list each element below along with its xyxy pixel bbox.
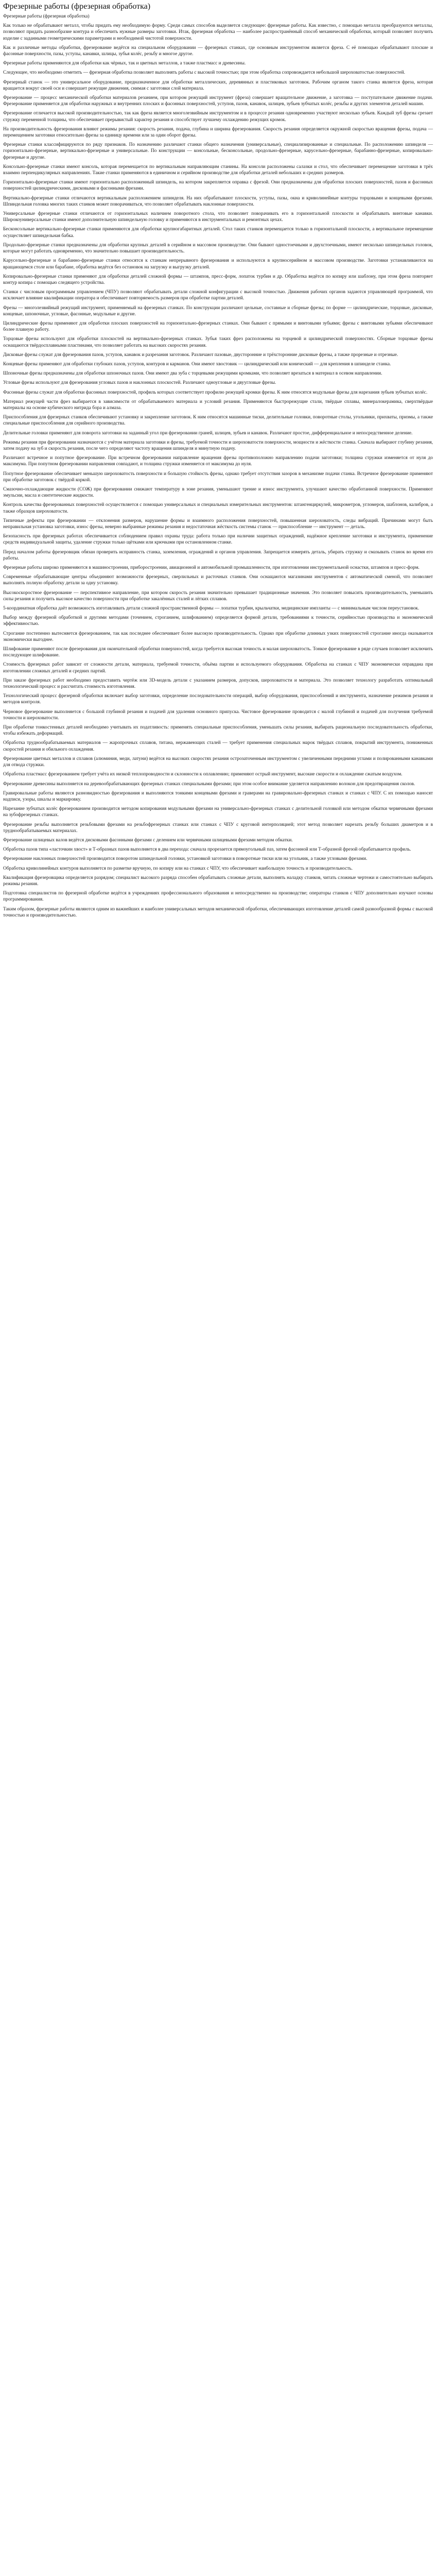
paragraph: Смазочно-охлаждающие жидкости (СОЖ) при фрезеровании снижают температуру в зоне резания, уменьшают трение и износ инструмента, улучшают качество обработанной поверхности. Применяют эмульсии, масла и синтетические жидкости.: [3, 486, 433, 499]
paragraph: Фрезерные работы (фрезерная обработка): [3, 14, 90, 19]
paragraph: Материал режущей части фрез выбирается в зависимости от обрабатываемого материала и условий резания. Применяются быстрорежущие стали, твёрдые сплавы, минералокерамика, сверхтвёрдые материалы на основе кубического нитрида бора и алмаза.: [3, 399, 433, 411]
paragraph: Таким образом, фрезерные работы являются одним из важнейших и наиболее универсальных методов механической обработки, обеспечивающих изготовление деталей самой разнообразной формы с высокой точностью и производительностью.: [3, 906, 433, 918]
paragraph: Фрезы — многолезвийный режущий инструмент, применяемый на фрезерных станках. По конструкции различают цельные, составные и сборные фрезы; по форме — цилиндрические, торцовые, дисковые, концевые, шпоночные, угловые, фасонные, модульные и другие.: [3, 305, 433, 317]
paragraph: 5-координатная обработка даёт возможность изготавливать детали сложной пространственной формы — лопатки турбин, крыльчатки, медицинские импланты — с минимальным числом переустановок.: [3, 606, 420, 612]
paragraph: Обработка пазов типа «ласточкин хвост» и Т-образных пазов выполняется в два перехода: сначала прорезается прямоугольный паз, затем фасонной или Т-образной фрезой обрабатывается профиль.: [3, 847, 411, 853]
paragraph: Копировально-фрезерные станки применяют для обработки деталей сложной формы — штампов, пресс-форм, лопаток турбин и др. Обработка ведётся по копиру или шаблону, при этом фреза повторяет контур копира с помощью следящего устройства.: [3, 274, 433, 285]
paragraph: Фасонные фрезы служат для обработки фасонных поверхностей, профиль которых соответствует профилю режущей кромки фрезы. К ним относятся модульные фрезы для нарезания зубьев зубчатых колёс.: [3, 389, 428, 395]
paragraph: Как и различные методы обработки, фрезерование ведётся на специальном оборудовании — фрезерных станках, где основным инструментом является фреза. С её помощью обрабатывают плоские и фасонные поверхности, пазы, уступы, канавки, шлицы, зубья колёс, резьбу и многое другое.: [3, 45, 433, 57]
paragraph: Следующее, что необходимо отметить — фрезерная обработка позволяет выполнять работы с высокой точностью; при этом обработка сопровождается небольшой шероховатостью поверхностей.: [3, 70, 405, 76]
paragraph: Угловые фрезы используют для фрезерования угловых пазов и наклонных плоскостей. Различают одноугловые и двуугловые фрезы.: [3, 380, 276, 386]
paragraph: Фрезерование цветных металлов и сплавов (алюминия, меди, латуни) ведётся на высоких скоростях резания острозаточенным инструментом с увеличенными передними углами и полированными канавками для отвода стружки.: [3, 756, 433, 768]
paragraph: Фрезерование отличается высокой производительностью, так как фреза является многолезвийным инструментом и в процессе резания одновременно участвуют несколько зубьев. Каждый зуб фрезы срезает стружку переменной толщины, что обеспечивает прерывистый характер резания и способствует лучшему охлаждению режущих кромок.: [3, 111, 433, 123]
paragraph: Режимы резания при фрезеровании назначаются с учётом материала заготовки и фрезы, требуемой точности и шероховатости поверхности, мощности и жёсткости станка. Сначала выбирают глубину резания, затем подачу на зуб и скорость резания, после чего определяют частоту вращения шпинделя и минутную подачу.: [3, 439, 433, 451]
paragraph: Продольно-фрезерные станки предназначены для обработки крупных деталей в серийном и массовом производстве. Они бывают одностоечными и двухстоечными, имеют несколько шпиндельных головок, которые могут работать одновременно, что значительно повышает производительность.: [3, 242, 433, 255]
paragraph: При обработке тонкостенных деталей необходимо учитывать их податливость: применять специальные приспособления, уменьшать силы резания, выбирать рациональную последовательность обработки, чтобы избежать деформаций.: [3, 725, 433, 737]
paragraph: Современные обрабатывающие центры объединяют возможности фрезерных, сверлильных и расточных станков. Они оснащаются магазинами инструментов с автоматической сменой, что позволяет выполнять полную обработку детали за одну установку.: [3, 574, 433, 586]
document-title: Фрезерные работы (фрезерная обработка): [3, 2, 151, 11]
paragraph: Безопасность при фрезерных работах обеспечивается соблюдением правил охраны труда: работа только при наличии защитных ограждений, надёжное крепление заготовки и инструмента, применение средств индивидуальной защиты, удаление стружки только щётками или крючками при остановленном станке.: [3, 534, 433, 546]
paragraph: Фрезерные работы широко применяются в машиностроении, приборостроении, авиационной и автомобильной промышленности, при изготовлении инструментальной оснастки, штампов и пресс-форм.: [3, 565, 420, 571]
paragraph: Обработка труднообрабатываемых материалов — жаропрочных сплавов, титана, нержавеющих сталей — требует применения специальных марок твёрдых сплавов, покрытий инструмента, пониженных скоростей резания и обильного охлаждения.: [3, 740, 433, 752]
paragraph: Перед началом работы фрезеровщик обязан проверить исправность станка, заземления, ограждений и органов управления. Запрещается измерять деталь, убирать стружку и смазывать станок во время его работы.: [3, 549, 433, 561]
paragraph: Строгание постепенно вытесняется фрезерованием, так как последнее обеспечивает более высокую производительность. Однако при обработке длинных узких поверхностей строгание иногда оказывается экономически выгоднее.: [3, 631, 433, 642]
paragraph: Высокоскоростное фрезерование — перспективное направление, при котором скорость резания значительно превышает традиционные значения. Это позволяет повысить производительность, уменьшить силы резания и получить высокое качество поверхности при обработке закалённых сталей и лёгких сплавов.: [3, 590, 433, 602]
paragraph: Вертикально-фрезерные станки отличаются вертикальным расположением шпинделя. На них обрабатывают плоскости, уступы, пазы, окна и криволинейные контуры торцовыми и концевыми фрезами. Шпиндельная головка многих таких станков может поворачиваться, что позволяет обрабатывать наклонные поверхности.: [3, 195, 433, 207]
paragraph: Консольно-фрезерные станки имеют консоль, которая перемещается по вертикальным направляющим станины. На консоли расположены салазки и стол, что обеспечивает перемещение заготовки в трёх взаимно перпендикулярных направлениях. Такие станки применяются в единичном и серийном производстве для обработки деталей небольших и средних размеров.: [3, 164, 433, 176]
paragraph: Торцовые фрезы используют для обработки плоскостей на вертикально-фрезерных станках. Зубья таких фрез расположены на торцевой и цилиндрической поверхностях. Сборные торцовые фрезы оснащаются твёрдосплавными пластинами, что позволяет работать на высоких скоростях резания.: [3, 336, 433, 348]
paragraph: Шлифование применяют после фрезерования для окончательной обработки поверхностей, когда требуется высокая точность и малая шероховатость. Тонкое фрезерование в ряде случаев позволяет исключить последующее шлифование.: [3, 647, 433, 658]
paragraph: Гравировальные работы являются разновидностью фрезерования и выполняются тонкими концевыми фрезами и граверами на гравировально-фрезерных станках и станках с ЧПУ. С их помощью наносят надписи, узоры, шкалы и маркировку.: [3, 790, 433, 802]
paragraph: Технологический процесс фрезерной обработки включает выбор заготовки, определение последовательности операций, выбор оборудования, приспособлений и инструмента, назначение режимов резания и методов контроля.: [3, 693, 433, 705]
paragraph: Черновое фрезерование выполняется с большой глубиной резания и подачей для удаления основного припуска. Чистовое фрезерование проводится с малой глубиной и подачей для получения требуемой точности и шероховатости.: [3, 709, 433, 721]
paragraph: Цилиндрические фрезы применяют для обработки плоских поверхностей на горизонтально-фрезерных станках. Они бывают с прямыми и винтовыми зубьями; фрезы с винтовыми зубьями обеспечивают более плавную работу.: [3, 320, 433, 333]
paragraph: Делительные головки применяют для поворота заготовки на заданный угол при фрезеровании граней, шлицев, зубьев и канавок. Различают простое, дифференциальное и непосредственное деление.: [3, 430, 413, 436]
paragraph: Обработка пластмасс фрезерованием требует учёта их низкой теплопроводности и склонности к оплавлению; применяют острый инструмент, высокие скорости и охлаждение сжатым воздухом.: [3, 772, 403, 777]
paragraph: Универсальные фрезерные станки отличаются от горизонтальных наличием поворотного стола, что позволяет поворачивать его в горизонтальной плоскости и обрабатывать винтовые канавки. Широкоуниверсальные станки имеют дополнительную шпиндельную головку и применяются в инструментальных и ремонтных цехах.: [3, 211, 433, 223]
paragraph: Фрезерование древесины выполняется на деревообрабатывающих фрезерных станках специальными фрезами; при этом особое внимание уделяется направлению волокон для предотвращения сколов.: [3, 781, 415, 787]
paragraph: Обработка криволинейных контуров выполняется по разметке вручную, по копиру или на станках с ЧПУ, что обеспечивает наибольшую точность и производительность.: [3, 866, 353, 871]
paragraph: Фрезерование резьбы выполняется резьбовыми фрезами на резьбофрезерных станках или станках с ЧПУ с круговой интерполяцией; этот метод позволяет нарезать резьбу больших диаметров и в труднообрабатываемых материалах.: [3, 822, 433, 834]
paragraph: Различают встречное и попутное фрезерование. При встречном фрезеровании направление вращения фрезы противоположно направлению подачи заготовки; толщина стружки изменяется от нуля до максимума. При попутном фрезеровании направления совпадают, и толщина стружки изменяется от максимума до нуля.: [3, 455, 433, 467]
paragraph: Попутное фрезерование обеспечивает меньшую шероховатость поверхности и большую стойкость фрезы, однако требует отсутствия зазоров в механизме подачи станка. Встречное фрезерование применяют при обработке заготовок с твёрдой коркой.: [3, 471, 433, 483]
paragraph: Фрезерование — процесс механической обработки материалов резанием, при котором режущий инструмент (фреза) совершает вращательное движение, а заготовка — поступательное движение подачи. Фрезерование применяется для обработки наружных и внутренних плоских и фасонных поверхностей, уступов, пазов, канавок, шлицев, зубьев зубчатых колёс, резьбы и других элементов деталей машин.: [3, 95, 433, 107]
document-body: [3, 13, 433, 919]
paragraph: При заказе фрезерных работ необходимо предоставить чертёж или 3D-модель детали с указанием размеров, допусков, шероховатости и материала. Это позволяет технологу разработать оптимальный технологический процесс и рассчитать стоимость изготовления.: [3, 677, 433, 690]
paragraph: Фрезерные работы применяются для обработки как чёрных, так и цветных металлов, а также пластмасс и древесины.: [3, 61, 246, 66]
paragraph: Приспособления для фрезерных станков обеспечивают установку и закрепление заготовок. К ним относятся машинные тиски, делительные головки, поворотные столы, угольники, прихваты, призмы, а также специальные приспособления для серийного производства.: [3, 415, 433, 427]
paragraph: Подготовка специалистов по фрезерной обработке ведётся в учреждениях профессионального образования и непосредственно на производстве; операторы станков с ЧПУ дополнительно изучают основы программирования.: [3, 891, 433, 903]
paragraph: Концевые фрезы применяют для обработки глубоких пазов, уступов, контуров и карманов. Они имеют хвостовик — цилиндрический или конический — для крепления в шпинделе станка.: [3, 361, 391, 367]
paragraph: Станки с числовым программным управлением (ЧПУ) позволяют обрабатывать детали сложной конфигурации с высокой точностью. Движения рабочих органов задаются управляющей программой, что исключает влияние квалификации оператора и обеспечивает повторяемость размеров при обработке партии деталей.: [3, 290, 433, 301]
paragraph: Карусельно-фрезерные и барабанно-фрезерные станки относятся к станкам непрерывного фрезерования и используются в крупносерийном и массовом производстве. Заготовки устанавливаются на вращающемся столе или барабане, обработка ведётся без остановок на загрузку и выгрузку деталей.: [3, 258, 433, 270]
paragraph: Как только не обрабатывают металл, чтобы придать ему необходимую форму. Среди самых способов выделяется следующее: фрезерные работы. Как известно, с помощью металла преобразуются металлы, позволяют придать разнообразие контура и обеспечить нужные размеры заготовки. Итак, фрезерная обработка — наиболее распространённый способ механической обработки, который позволяет получить изделие с заданными геометрическими параметрами и необходимой чистотой поверхности.: [3, 23, 433, 41]
paragraph: Стоимость фрезерных работ зависит от сложности детали, материала, требуемой точности, объёма партии и используемого оборудования. Обработка на станках с ЧПУ экономически оправдана при изготовлении сложных деталей и средних партий.: [3, 662, 433, 674]
paragraph: Фрезерование шлицевых валов ведётся дисковыми фасонными фрезами с делением или червячными шлицевыми фрезами методом обкатки.: [3, 837, 293, 843]
paragraph: Фрезерование наклонных поверхностей производится поворотом шпиндельной головки, установкой заготовки в поворотные тиски или на угольник, а также угловыми фрезами.: [3, 856, 368, 862]
paragraph: Выбор между фрезерной обработкой и другими методами (точением, строганием, шлифованием) определяется формой детали, требованиями к точности, серийностью производства и экономической эффективностью.: [3, 615, 433, 627]
paragraph: Типичные дефекты при фрезеровании — отклонения размеров, нарушение формы и взаимного расположения поверхностей, повышенная шероховатость, следы вибраций. Причинами могут быть неправильная установка заготовки, износ фрезы, неверно выбранные режимы резания и недостаточная жёсткость системы станок — приспособление — инструмент — деталь.: [3, 518, 433, 530]
paragraph: Шпоночные фрезы предназначены для обработки шпоночных пазов. Они имеют два зуба с торцевыми режущими кромками, что позволяет врезаться в материал в осевом направлении.: [3, 371, 382, 377]
paragraph: Бесконсольные вертикально-фрезерные станки применяются для обработки крупногабаритных деталей. Стол таких станков перемещается только в горизонтальной плоскости, а вертикальное перемещение осуществляет шпиндельная бабка.: [3, 227, 433, 239]
paragraph: Фрезерные станки классифицируются по ряду признаков. По назначению различают станки общего назначения (универсальные), специализированные и специальные. По расположению шпинделя — горизонтально-фрезерные, вертикально-фрезерные и универсальные. По конструкции — консольные, бесконсольные, продольно-фрезерные, карусельно-фрезерные, барабанно-фрезерные, копировально-фрезерные и другие.: [3, 142, 433, 160]
paragraph: Дисковые фрезы служат для фрезерования пазов, уступов, канавок и разрезания заготовок. Различают пазовые, двусторонние и трёхсторонние дисковые фрезы, а также прорезные и отрезные.: [3, 352, 398, 358]
paragraph: Горизонтально-фрезерные станки имеют горизонтально расположенный шпиндель, на котором закрепляется оправка с фрезой. Они предназначены для обработки плоских поверхностей, пазов и фасонных поверхностей цилиндрическими, дисковыми и фасонными фрезами.: [3, 180, 433, 192]
paragraph: Контроль качества фрезерованных поверхностей осуществляется с помощью универсальных и специальных измерительных инструментов: штангенциркулей, микрометров, угломеров, шаблонов, калибров, а также образцов шероховатости.: [3, 502, 433, 514]
paragraph: Нарезание зубчатых колёс фрезерованием производится методом копирования модульными фрезами на универсально-фрезерных станках с делительной головкой или методом обкатки червячными фрезами на зубофрезерных станках.: [3, 806, 433, 818]
paragraph: Фрезерный станок — это универсальное оборудование, предназначенное для обработки металлических, деревянных и пластиковых заготовок. Рабочим органом такого станка является фреза, которая вращается вокруг своей оси и совершает режущие движения, снимая с заготовки слой материала.: [3, 79, 433, 91]
paragraph: На производительность фрезерования влияют режимы резания: скорость резания, подача, глубина и ширина фрезерования. Скорость резания определяется окружной скоростью вращения фрезы, подача — перемещением заготовки относительно фрезы за единицу времени или за один оборот фрезы.: [3, 126, 433, 139]
paragraph: Квалификация фрезеровщика определяется разрядом; специалист высокого разряда способен обрабатывать сложные детали, выполнять наладку станков, читать сложные чертежи и самостоятельно выбирать режимы резания.: [3, 875, 433, 887]
